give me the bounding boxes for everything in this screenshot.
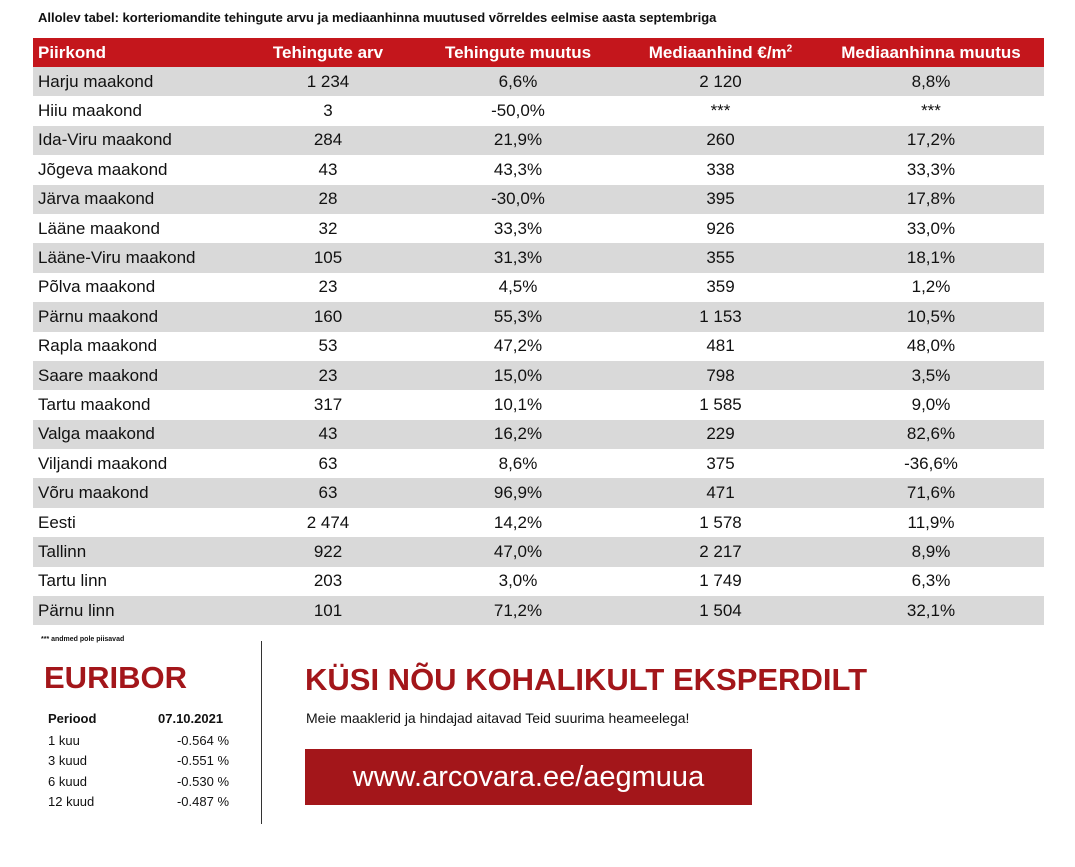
cell-median-change: 8,8% — [818, 67, 1044, 96]
cell-median-change: 11,9% — [818, 508, 1044, 537]
cell-median-price: 1 585 — [623, 390, 818, 419]
euribor-row — [46, 771, 248, 792]
cell-region: Rapla maakond — [33, 332, 243, 361]
table-row — [33, 67, 1044, 96]
cell-median-price: 229 — [623, 420, 818, 449]
cell-transaction-change: 3,0% — [413, 567, 623, 596]
cell-region: Eesti — [33, 508, 243, 537]
table-row — [33, 302, 1044, 331]
cell-region: Järva maakond — [33, 185, 243, 214]
cell-transaction-count: 28 — [243, 185, 413, 214]
cta-title: KÜSI NÕU KOHALIKULT EKSPERDILT — [305, 662, 868, 697]
cell-transaction-change: -50,0% — [413, 96, 623, 125]
table-caption: Allolev tabel: korteriomandite tehingute arvu ja mediaanhinna muutused võrreldes eelmise aasta septembriga — [38, 10, 717, 25]
cell-transaction-change: 96,9% — [413, 478, 623, 507]
cell-median-change: 48,0% — [818, 332, 1044, 361]
table-row — [33, 155, 1044, 184]
cell-transaction-change: 55,3% — [413, 302, 623, 331]
table-row — [33, 390, 1044, 419]
cell-transaction-change: 16,2% — [413, 420, 623, 449]
cell-median-change: 33,0% — [818, 214, 1044, 243]
table-row — [33, 243, 1044, 272]
euribor-period: 12 kuud — [48, 794, 95, 810]
table-row — [33, 273, 1044, 302]
cell-transaction-count: 63 — [243, 449, 413, 478]
euribor-period: 6 kuud — [48, 773, 88, 789]
cell-transaction-count: 3 — [243, 96, 413, 125]
cell-transaction-change: 43,3% — [413, 155, 623, 184]
euribor-table — [46, 710, 248, 812]
square-superscript: 2 — [786, 42, 793, 54]
cell-transaction-change: 21,9% — [413, 126, 623, 155]
euribor-rate: -0.551 % — [176, 753, 230, 769]
cell-median-price: 395 — [623, 185, 818, 214]
cell-transaction-count: 317 — [243, 390, 413, 419]
cell-region: Lääne-Viru maakond — [33, 243, 243, 272]
table-row — [33, 126, 1044, 155]
cell-median-change: 17,2% — [818, 126, 1044, 155]
cell-region: Saare maakond — [33, 361, 243, 390]
cell-transaction-count: 43 — [243, 155, 413, 184]
cell-transaction-count: 32 — [243, 214, 413, 243]
county-transactions-table — [33, 38, 1044, 625]
table-row — [33, 185, 1044, 214]
cell-transaction-count: 105 — [243, 243, 413, 272]
table-row — [33, 449, 1044, 478]
cell-median-change: 3,5% — [818, 361, 1044, 390]
cell-region: Põlva maakond — [33, 273, 243, 302]
cell-transaction-change: -30,0% — [413, 185, 623, 214]
col-header-transaction-change: Tehingute muutus — [413, 38, 623, 67]
col-header-median-change: Mediaanhinna muutus — [818, 38, 1044, 67]
cell-median-change: 10,5% — [818, 302, 1044, 331]
cell-region: Jõgeva maakond — [33, 155, 243, 184]
cell-median-price: 1 153 — [623, 302, 818, 331]
cell-region: Hiiu maakond — [33, 96, 243, 125]
cell-median-change: -36,6% — [818, 449, 1044, 478]
cell-transaction-change: 47,2% — [413, 332, 623, 361]
table-row — [33, 478, 1044, 507]
cell-median-change: 17,8% — [818, 185, 1044, 214]
cell-median-price: 1 749 — [623, 567, 818, 596]
cell-median-change: 9,0% — [818, 390, 1044, 419]
cell-median-change: 8,9% — [818, 537, 1044, 566]
table-row — [33, 596, 1044, 625]
cell-median-price: 260 — [623, 126, 818, 155]
cell-transaction-count: 284 — [243, 126, 413, 155]
euribor-row — [46, 792, 248, 813]
cell-median-change: *** — [818, 96, 1044, 125]
table-row — [33, 214, 1044, 243]
cell-median-change: 18,1% — [818, 243, 1044, 272]
cell-median-price: 1 504 — [623, 596, 818, 625]
euribor-row — [46, 730, 248, 751]
table-row — [33, 361, 1044, 390]
cell-transaction-change: 31,3% — [413, 243, 623, 272]
euribor-title: EURIBOR — [44, 660, 187, 695]
cell-region: Harju maakond — [33, 67, 243, 96]
cell-transaction-change: 10,1% — [413, 390, 623, 419]
cell-region: Ida-Viru maakond — [33, 126, 243, 155]
cell-region: Viljandi maakond — [33, 449, 243, 478]
cell-median-change: 33,3% — [818, 155, 1044, 184]
euribor-date-header: 07.10.2021 — [158, 710, 224, 726]
cell-median-price: 471 — [623, 478, 818, 507]
cell-transaction-change: 8,6% — [413, 449, 623, 478]
cell-transaction-count: 203 — [243, 567, 413, 596]
cell-median-price: 481 — [623, 332, 818, 361]
cell-region: Võru maakond — [33, 478, 243, 507]
cell-median-price: 338 — [623, 155, 818, 184]
cell-median-price: 1 578 — [623, 508, 818, 537]
euribor-rate: -0.564 % — [176, 732, 230, 748]
table-row — [33, 567, 1044, 596]
table-row — [33, 332, 1044, 361]
cell-region: Lääne maakond — [33, 214, 243, 243]
cell-median-price: 798 — [623, 361, 818, 390]
cell-transaction-count: 101 — [243, 596, 413, 625]
cell-region: Tartu linn — [33, 567, 243, 596]
table-row — [33, 537, 1044, 566]
cell-transaction-change: 33,3% — [413, 214, 623, 243]
table-row — [33, 420, 1044, 449]
cell-region: Pärnu linn — [33, 596, 243, 625]
cell-transaction-count: 160 — [243, 302, 413, 331]
footnote: *** andmed pole piisavad — [41, 636, 125, 643]
euribor-period-header: Periood — [48, 710, 97, 726]
euribor-rate: -0.487 % — [176, 794, 230, 810]
euribor-period: 3 kuud — [48, 753, 88, 769]
cell-median-change: 6,3% — [818, 567, 1044, 596]
cell-region: Tallinn — [33, 537, 243, 566]
col-header-transaction-count: Tehingute arv — [243, 38, 413, 67]
euribor-rate: -0.530 % — [176, 773, 230, 789]
cell-median-price: 355 — [623, 243, 818, 272]
table-row — [33, 96, 1044, 125]
cell-transaction-change: 47,0% — [413, 537, 623, 566]
cell-transaction-count: 2 474 — [243, 508, 413, 537]
cell-region: Tartu maakond — [33, 390, 243, 419]
cell-transaction-change: 4,5% — [413, 273, 623, 302]
cell-median-price: *** — [623, 96, 818, 125]
cell-transaction-change: 6,6% — [413, 67, 623, 96]
cell-median-price: 2 217 — [623, 537, 818, 566]
cell-region: Valga maakond — [33, 420, 243, 449]
cell-transaction-count: 23 — [243, 273, 413, 302]
vertical-divider — [261, 641, 262, 824]
euribor-header-row — [46, 710, 248, 730]
cell-median-change: 32,1% — [818, 596, 1044, 625]
cell-median-price: 2 120 — [623, 67, 818, 96]
cell-transaction-count: 43 — [243, 420, 413, 449]
cell-median-change: 82,6% — [818, 420, 1044, 449]
table-row — [33, 508, 1044, 537]
cell-median-price: 375 — [623, 449, 818, 478]
col-header-median-price — [623, 38, 818, 67]
cell-median-price: 926 — [623, 214, 818, 243]
cell-median-change: 1,2% — [818, 273, 1044, 302]
cell-transaction-count: 1 234 — [243, 67, 413, 96]
cell-transaction-change: 15,0% — [413, 361, 623, 390]
cell-median-price: 359 — [623, 273, 818, 302]
cell-region: Pärnu maakond — [33, 302, 243, 331]
euribor-period: 1 kuu — [48, 732, 80, 748]
cell-transaction-change: 71,2% — [413, 596, 623, 625]
cell-transaction-count: 23 — [243, 361, 413, 390]
cell-transaction-count: 63 — [243, 478, 413, 507]
cell-median-change: 71,6% — [818, 478, 1044, 507]
col-header-region: Piirkond — [33, 38, 243, 67]
median-price-label: Mediaanhind €/m — [648, 42, 787, 62]
cell-transaction-count: 53 — [243, 332, 413, 361]
cell-transaction-count: 922 — [243, 537, 413, 566]
table-header-row — [33, 38, 1044, 67]
cta-subtitle: Meie maaklerid ja hindajad aitavad Teid suurima heameelega! — [306, 710, 690, 726]
euribor-row — [46, 751, 248, 772]
cell-transaction-change: 14,2% — [413, 508, 623, 537]
website-link-button[interactable]: www.arcovara.ee/aegmuua — [305, 749, 752, 805]
